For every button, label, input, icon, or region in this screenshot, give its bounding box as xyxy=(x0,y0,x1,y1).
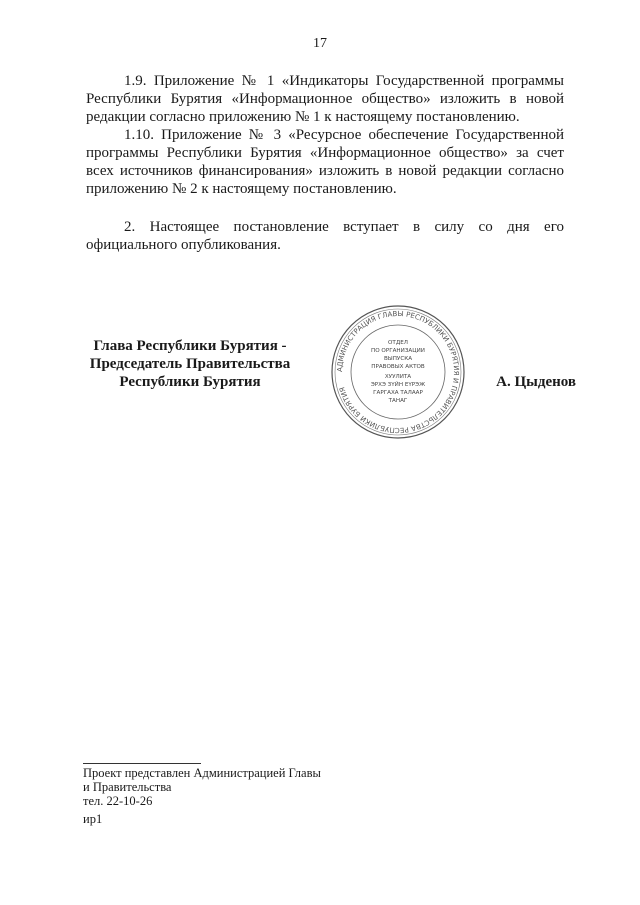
footer-line: тел. 22-10-26 xyxy=(83,794,153,808)
page-number: 17 xyxy=(313,36,327,51)
seal-center-line: ОТДЕЛ xyxy=(388,340,408,346)
footer-note xyxy=(83,766,321,808)
seal-center-line: ЭРХЭ ЗҮЙН ЕҮРЭЖ xyxy=(370,382,426,388)
paragraph-2: 2. Настоящее постановление вступает в силу со дня его официального опубликования. xyxy=(86,219,564,253)
svg-text:АДМИНИСТРАЦИЯ ГЛАВЫ РЕСПУБЛИКИ xyxy=(336,310,460,434)
footer-line: и Правительства xyxy=(83,780,172,794)
seal-center-line: ТАНАГ xyxy=(388,398,408,404)
seal-center-line: ХУУЛИТА xyxy=(384,374,412,380)
seal-ring-text: АДМИНИСТРАЦИЯ ГЛАВЫ РЕСПУБЛИКИ БУРЯТИЯ И ПРАВИТЕЛЬСТВА РЕСПУБЛИКИ БУРЯТИЯ xyxy=(335,309,461,435)
signatory-title-line: Глава Республики Бурятия - xyxy=(93,338,287,354)
seal-center-line: ПРАВОВЫХ АКТОВ xyxy=(371,364,425,370)
footer-line: Проект представлен Администрацией Главы xyxy=(83,766,321,780)
paragraph-1-10: 1.10. Приложение № 3 «Ресурсное обеспечение Государственной программы Республики Бурятия «Информационное общество» за счет всех источников финансирования» изложить в новой редакции согласно приложению № 2 к настоящему постановлению. xyxy=(86,127,564,197)
paragraph-1-9: 1.9. Приложение № 1 «Индикаторы Государственной программы Республики Бурятия «Информационное общество» изложить в новой редакции согласно приложению № 1 к настоящему постановлению. xyxy=(86,73,564,125)
document-code: ир1 xyxy=(83,812,103,826)
signatory-title-line: Председатель Правительства xyxy=(89,356,291,372)
footnote-divider xyxy=(83,763,201,764)
signatory-name: А. Цыденов xyxy=(496,374,576,390)
document-body xyxy=(86,72,564,254)
official-seal xyxy=(328,302,468,442)
seal-center-line: ГАРГАХА ТАЛААР xyxy=(373,390,423,396)
seal-center-line: ВЫПУСКА xyxy=(383,356,413,362)
seal-center-line: ПО ОРГАНИЗАЦИИ xyxy=(371,348,425,354)
signatory-title-line: Республики Бурятия xyxy=(119,374,261,390)
